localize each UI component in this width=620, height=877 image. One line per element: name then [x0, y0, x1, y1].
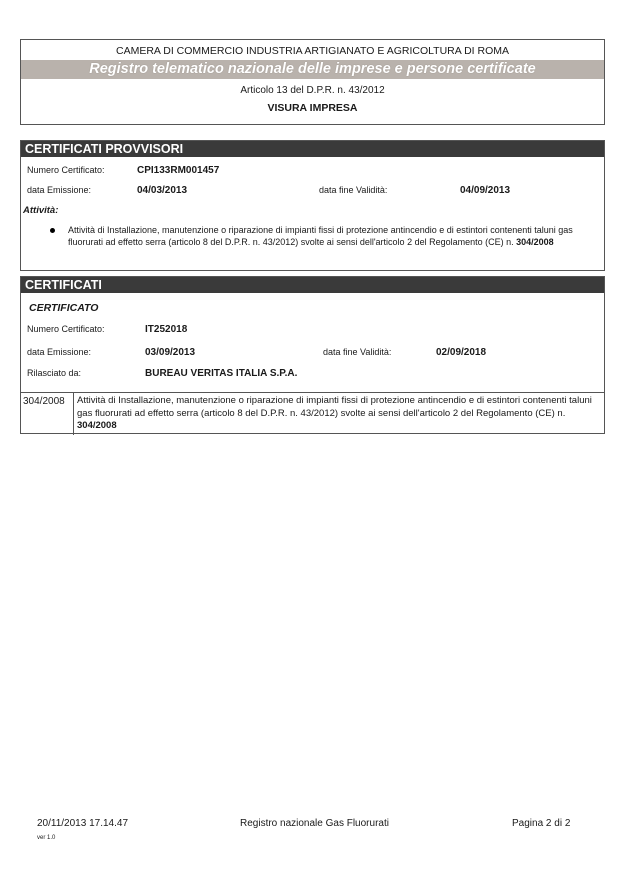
issue-date-label: data Emissione:	[27, 185, 92, 195]
document-header	[20, 39, 605, 125]
section-title: CERTIFICATI	[21, 277, 604, 293]
section-title: CERTIFICATI PROVVISORI	[21, 141, 604, 157]
activity-description: Attività di Installazione, manutenzione o riparazione di impianti fissi di protezione antincendio e di estintori contenenti taluni gas fluorurati ad effetto serra (articolo 8 del D.P.R. n. 43/2012) svolte ai sensi dell'articolo 2 del Regolamento (CE) n. 304/2008	[77, 395, 592, 431]
cert-number-value: CPI133RM001457	[137, 165, 220, 176]
footer-registry: Registro nazionale Gas Fluorurati	[240, 818, 389, 829]
issue-date-value: 03/09/2013	[145, 347, 196, 358]
provisional-certificates-section	[20, 140, 605, 271]
end-date-value: 02/09/2018	[436, 347, 487, 358]
activity-code: 304/2008	[23, 396, 65, 407]
end-date-label: data fine Validità:	[323, 347, 392, 357]
activity-description: Attività di Installazione, manutenzione o riparazione di impianti fissi di protezione antincendio e di estintori contenenti taluni gas fluorurati ad effetto serra (articolo 8 del D.P.R. n. 43/2012) svolte ai sensi dell'articolo 2 del Regolamento (CE) n. 304/2008	[68, 225, 573, 247]
document-type: VISURA IMPRESA	[267, 102, 358, 114]
cert-number-value: IT252018	[145, 324, 188, 335]
footer-timestamp: 20/11/2013 17.14.47	[37, 818, 129, 829]
cert-number-label: Numero Certificato:	[27, 324, 105, 334]
chamber-name: CAMERA DI COMMERCIO INDUSTRIA ARTIGIANATO E AGRICOLTURA DI ROMA	[115, 45, 510, 57]
cert-number-label: Numero Certificato:	[27, 165, 105, 175]
issuer-value: BUREAU VERITAS ITALIA S.P.A.	[145, 368, 298, 379]
certificates-section	[20, 276, 605, 434]
column-divider	[73, 393, 74, 435]
bullet-icon	[50, 228, 55, 233]
certificate-subtitle: CERTIFICATO	[29, 302, 99, 314]
footer-page-number: Pagina 2 di 2	[512, 818, 571, 829]
footer-version: ver 1.0	[37, 835, 56, 841]
issuer-label: Rilasciato da:	[27, 368, 82, 378]
end-date-value: 04/09/2013	[460, 185, 511, 196]
activities-label: Attività:	[23, 205, 59, 216]
end-date-label: data fine Validità:	[319, 185, 388, 195]
activity-row	[21, 392, 604, 434]
issue-date-label: data Emissione:	[27, 347, 92, 357]
registry-banner: Registro telematico nazionale delle imprese e persone certificate	[21, 60, 604, 79]
article-reference: Articolo 13 del D.P.R. n. 43/2012	[240, 85, 385, 96]
issue-date-value: 04/03/2013	[137, 185, 188, 196]
